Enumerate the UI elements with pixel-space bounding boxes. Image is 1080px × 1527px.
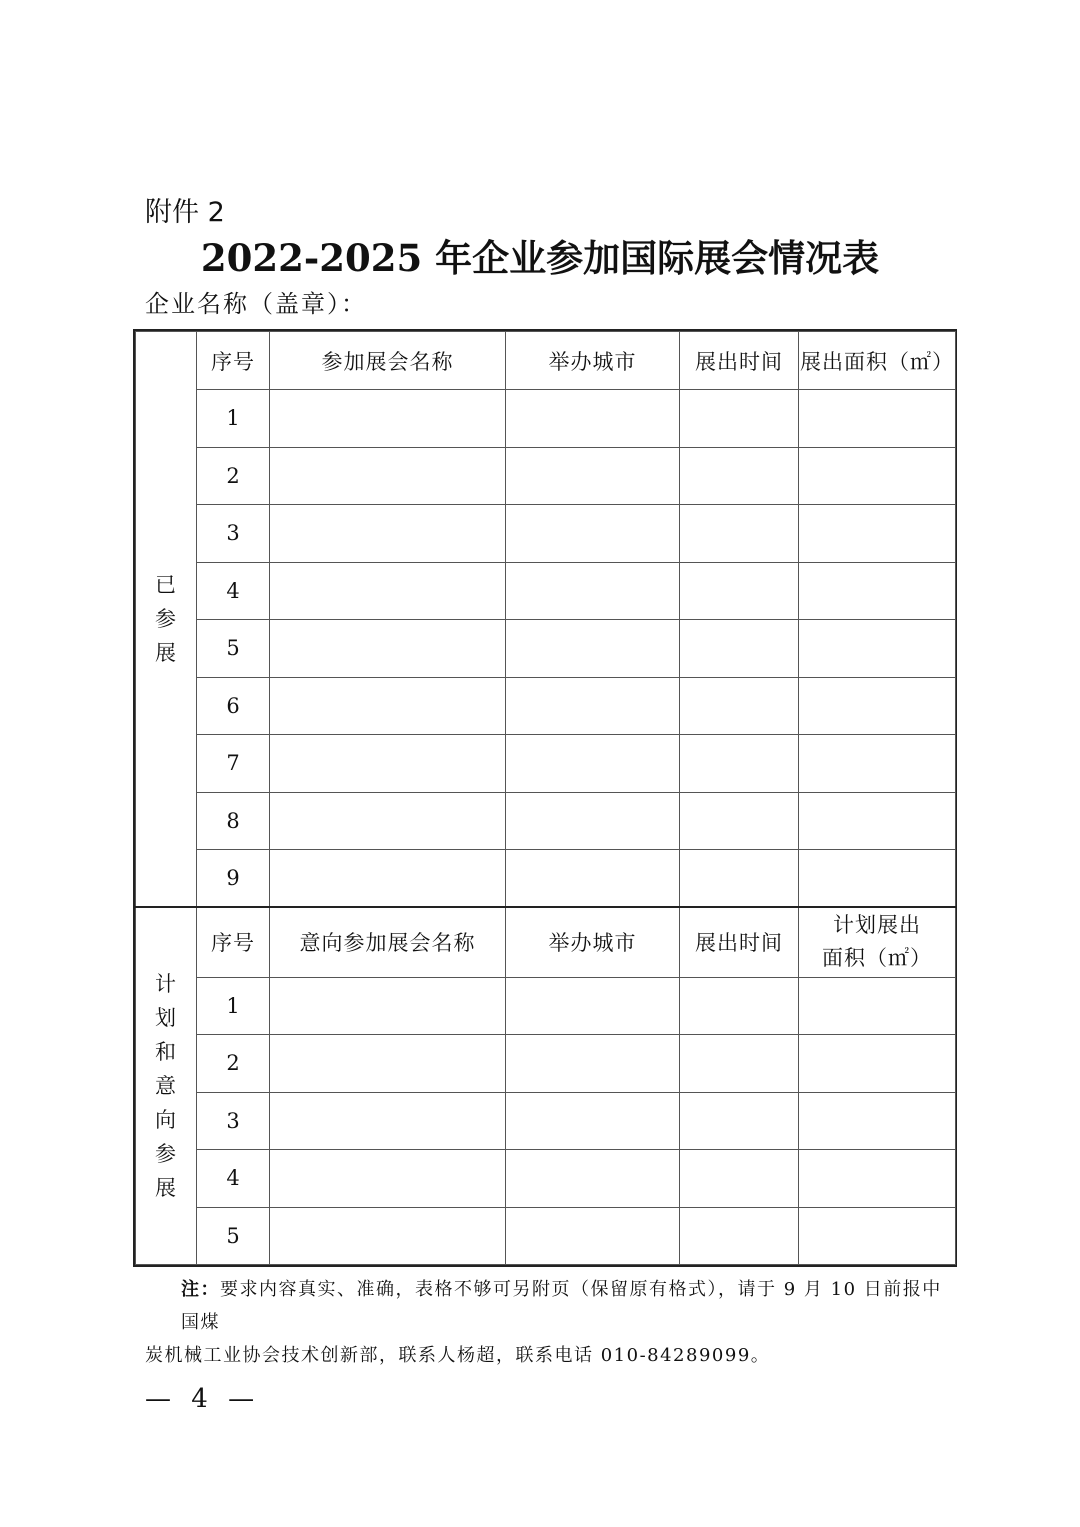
empty-cell[interactable] [270, 447, 506, 505]
note-text-line2: 炭机械工业协会技术创新部，联系人杨超，联系电话 010-84289099。 [145, 1345, 771, 1366]
planned-area-header-line2: 面积（㎡） [822, 946, 932, 971]
empty-cell[interactable] [270, 735, 506, 793]
empty-cell[interactable] [680, 977, 799, 1035]
section-side-label [136, 332, 197, 908]
empty-cell[interactable] [506, 977, 680, 1035]
table-row [136, 977, 956, 1035]
empty-cell[interactable] [506, 735, 680, 793]
empty-cell[interactable] [680, 620, 799, 678]
empty-cell[interactable] [270, 1207, 506, 1265]
attachment-label: 附件 2 [145, 197, 225, 228]
empty-cell[interactable] [799, 735, 956, 793]
side-label-char: 参 [155, 607, 177, 631]
empty-cell[interactable] [799, 1150, 956, 1208]
empty-cell[interactable] [799, 1207, 956, 1265]
empty-cell[interactable] [506, 1092, 680, 1150]
empty-cell[interactable] [799, 390, 956, 448]
planned-header-row [136, 907, 956, 977]
empty-cell[interactable] [270, 620, 506, 678]
attended-header-cell: 举办城市 [506, 332, 680, 390]
planned-area-header [799, 907, 956, 977]
row-number: 1 [197, 390, 270, 448]
row-number: 2 [197, 1035, 270, 1093]
empty-cell[interactable] [270, 562, 506, 620]
empty-cell[interactable] [799, 620, 956, 678]
note [145, 1273, 955, 1372]
empty-cell[interactable] [270, 1035, 506, 1093]
empty-cell[interactable] [506, 390, 680, 448]
table-row [136, 505, 956, 563]
empty-cell[interactable] [680, 1035, 799, 1093]
row-number: 3 [197, 505, 270, 563]
empty-cell[interactable] [799, 562, 956, 620]
side-label-char: 已 [155, 573, 177, 597]
page-number: — 4 — [145, 1384, 261, 1414]
empty-cell[interactable] [680, 447, 799, 505]
empty-cell[interactable] [680, 735, 799, 793]
empty-cell[interactable] [506, 505, 680, 563]
empty-cell[interactable] [680, 1092, 799, 1150]
empty-cell[interactable] [270, 792, 506, 850]
empty-cell[interactable] [799, 977, 956, 1035]
table-row [136, 1092, 956, 1150]
table-row [136, 1150, 956, 1208]
table-row [136, 735, 956, 793]
table-row [136, 447, 956, 505]
row-number: 5 [197, 620, 270, 678]
row-number: 8 [197, 792, 270, 850]
empty-cell[interactable] [799, 447, 956, 505]
attended-header-row [136, 332, 956, 390]
empty-cell[interactable] [680, 1207, 799, 1265]
table-row [136, 792, 956, 850]
empty-cell[interactable] [506, 1035, 680, 1093]
exhibition-grid [135, 331, 956, 1265]
empty-cell[interactable] [506, 562, 680, 620]
empty-cell[interactable] [799, 1035, 956, 1093]
empty-cell[interactable] [799, 505, 956, 563]
attended-header-cell: 展出时间 [680, 332, 799, 390]
row-number: 3 [197, 1092, 270, 1150]
empty-cell[interactable] [506, 850, 680, 908]
row-number: 5 [197, 1207, 270, 1265]
planned-header-cell: 意向参加展会名称 [270, 907, 506, 977]
empty-cell[interactable] [506, 792, 680, 850]
planned-area-header-line1: 计划展出 [833, 913, 921, 938]
empty-cell[interactable] [270, 677, 506, 735]
row-number: 1 [197, 977, 270, 1035]
empty-cell[interactable] [680, 792, 799, 850]
row-number: 2 [197, 447, 270, 505]
empty-cell[interactable] [506, 677, 680, 735]
side-label-char: 向 [155, 1108, 177, 1132]
empty-cell[interactable] [270, 1150, 506, 1208]
empty-cell[interactable] [506, 1207, 680, 1265]
attended-header-cell: 参加展会名称 [270, 332, 506, 390]
side-label-char: 意 [155, 1074, 177, 1098]
attended-header-cell: 序号 [197, 332, 270, 390]
empty-cell[interactable] [270, 1092, 506, 1150]
empty-cell[interactable] [680, 850, 799, 908]
section-side-label [136, 907, 197, 1265]
empty-cell[interactable] [270, 850, 506, 908]
attended-header-cell: 展出面积（㎡） [799, 332, 956, 390]
side-label-char: 展 [155, 641, 177, 665]
empty-cell[interactable] [799, 1092, 956, 1150]
table-row [136, 1035, 956, 1093]
note-label: 注： [181, 1279, 220, 1300]
row-number: 7 [197, 735, 270, 793]
table-row [136, 850, 956, 908]
table-row [136, 677, 956, 735]
planned-header-cell: 序号 [197, 907, 270, 977]
table-row [136, 390, 956, 448]
side-label-char: 和 [155, 1040, 177, 1064]
empty-cell[interactable] [799, 677, 956, 735]
empty-cell[interactable] [680, 1150, 799, 1208]
empty-cell[interactable] [799, 792, 956, 850]
table-row [136, 1207, 956, 1265]
side-label-char: 展 [155, 1176, 177, 1200]
row-number: 6 [197, 677, 270, 735]
exhibition-table [133, 329, 957, 1267]
empty-cell[interactable] [680, 677, 799, 735]
side-label-char: 参 [155, 1142, 177, 1166]
table-row [136, 562, 956, 620]
empty-cell[interactable] [270, 977, 506, 1035]
empty-cell[interactable] [270, 390, 506, 448]
empty-cell[interactable] [680, 390, 799, 448]
company-name-label: 企业名称（盖章）： [145, 290, 367, 318]
empty-cell[interactable] [506, 447, 680, 505]
empty-cell[interactable] [506, 620, 680, 678]
side-label-char: 划 [155, 1006, 177, 1030]
row-number: 9 [197, 850, 270, 908]
side-label-char: 计 [155, 972, 177, 996]
table-row [136, 620, 956, 678]
row-number: 4 [197, 562, 270, 620]
planned-header-cell: 举办城市 [506, 907, 680, 977]
page-title: 2022-2025 年企业参加国际展会情况表 [200, 236, 880, 280]
row-number: 4 [197, 1150, 270, 1208]
empty-cell[interactable] [680, 562, 799, 620]
empty-cell[interactable] [680, 505, 799, 563]
empty-cell[interactable] [270, 505, 506, 563]
note-text-line1: 要求内容真实、准确，表格不够可另附页（保留原有格式），请于 9 月 10 日前报中国煤 [181, 1279, 942, 1333]
empty-cell[interactable] [799, 850, 956, 908]
empty-cell[interactable] [506, 1150, 680, 1208]
planned-header-cell: 展出时间 [680, 907, 799, 977]
